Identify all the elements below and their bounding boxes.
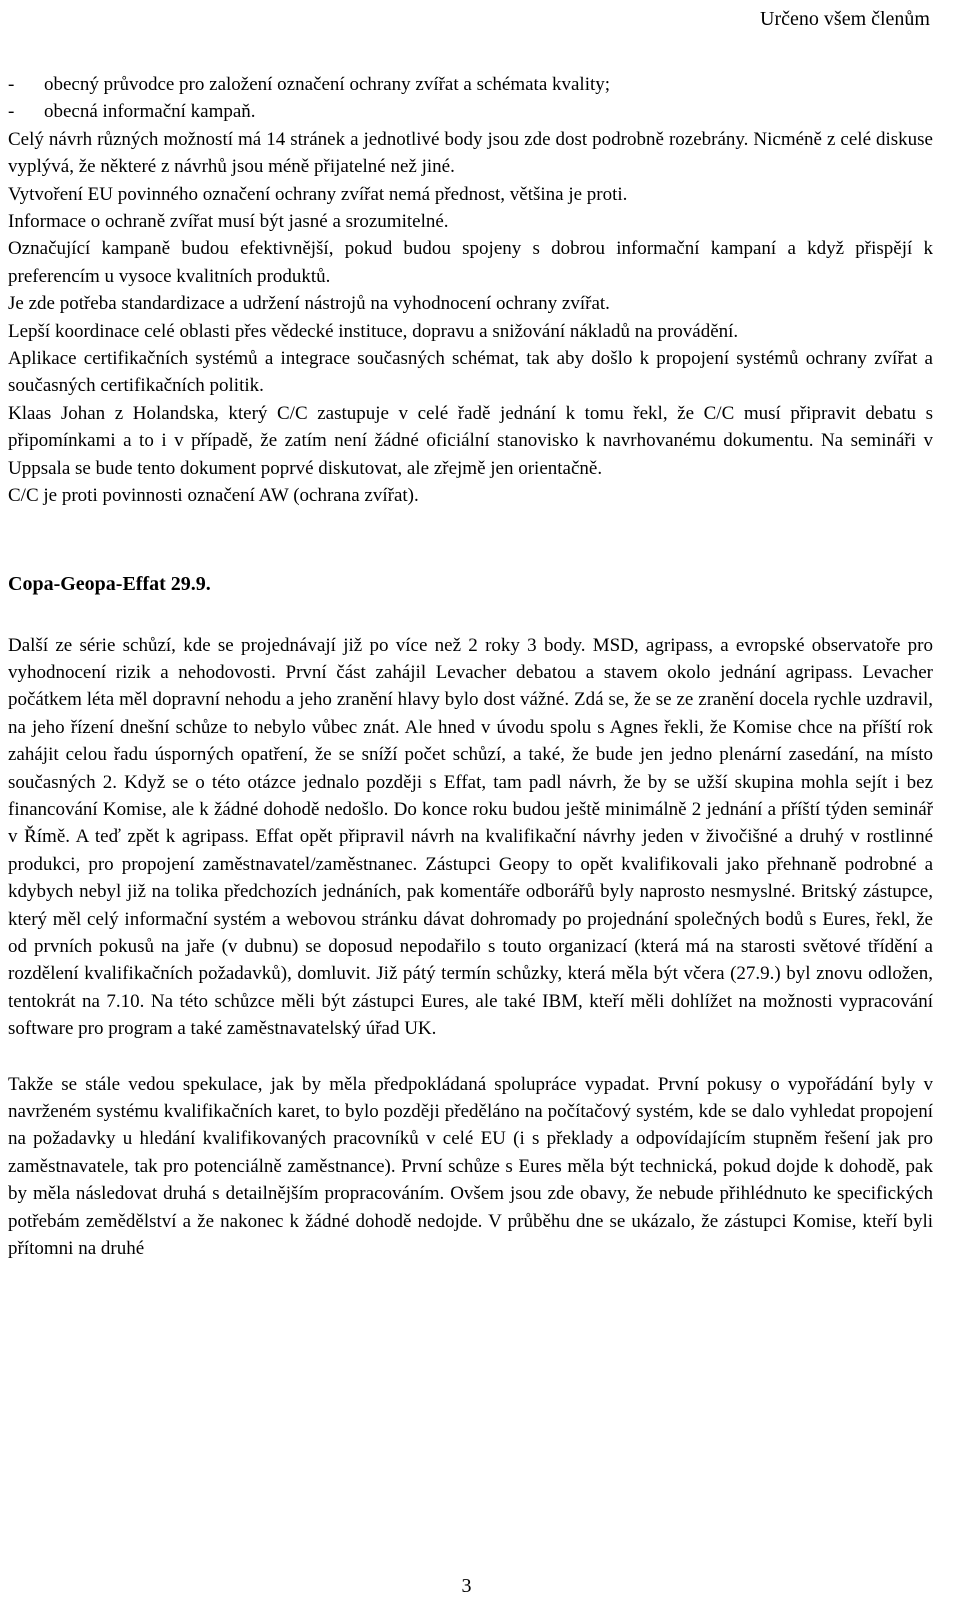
page-header: Určeno všem členům bbox=[760, 8, 930, 30]
bullet-dash: - bbox=[8, 74, 15, 95]
paragraph: Označující kampaně budou efektivnější, pokud budou spojeny s dobrou informační kampaní a když přispějí k preferencím u vysoce kvalitních produktů. bbox=[8, 238, 933, 287]
paragraph: Další ze série schůzí, kde se projednávají již po více než 2 roky 3 body. MSD, agripass, a evropské observatoře pro vyhodnocení rizik a nehodovosti. První část zahájil Levacher debatou a stavem okolo jednání agripass. Levacher počátkem léta měl dopravní nehodu a jeho zranění hlavy bylo dost vážné. Zdá se, že se ze zranění docela rychle uzdravil, na jeho řízení dnešní schůze to nebylo vůbec znát. Ale hned v úvodu spolu s Agnes řekli, že Komise chce na příští rok zahájit celou řadu úsporných opatření, že se sníží počet schůzí, a také, že bude jen jedno plenární zasedání, na místo současných 2. Když se o této otázce jednalo později s Effat, tam padl návrh, že by se užší skupina mohla sejít i bez financování Komise, ale k žádné dohodě nedošlo. Do konce roku budou ještě minimálně 2 jednání a příští týden seminář v Římě. A teď zpět k agripass. Effat opět připravil návrh na kvalifikační návrhy jeden v živočišné a druhý v rostlinné produkci, pro propojení zaměstnavatel/zaměstnanec. Zástupci Geopy to opět kvalifikovali jako přehnaně podrobné a kdybych nebyl již na tolika předchozích jednáních, pak komentáře odborářů byly naprosto nesmyslné. Britský zástupce, který měl celý informační systém a webovou stránku dávat dohromady po projednání společných bodů s Eures, řekl, že od prvních pokusů na jaře (v dubnu) se doposud nepodařilo s touto organizací (která má na starosti světové třídění a rozdělení kvalifikačních požadavků), domluvit. Již pátý termín schůzky, která měla být včera (27.9.) byl znovu odložen, tentokrát na 7.10. Na této schůzce měli být zástupci Eures, ale také IBM, kteří měli dohlížet na možnosti vypracování software pro program a také zaměstnavatelský úřad UK. bbox=[8, 634, 933, 1040]
paragraph: Celý návrh různých možností má 14 stránek a jednotlivé body jsou zde dost podrobně rozebrány. Nicméně z celé diskuse vyplývá, že některé z návrhů jsou méně přijatelné než jiné. bbox=[8, 128, 933, 178]
bullet-text: obecný průvodce pro založení označení ochrany zvířat a schémata kvality; bbox=[44, 74, 611, 95]
paragraph: C/C je proti povinnosti označení AW (ochrana zvířat). bbox=[8, 485, 419, 507]
document-body bbox=[8, 71, 933, 1262]
bullet-item bbox=[8, 71, 933, 98]
page-number: 3 bbox=[461, 1575, 472, 1597]
paragraph: Lepší koordinace celé oblasti přes vědecké instituce, dopravu a snižování nákladů na provádění. bbox=[8, 320, 739, 342]
paragraph: Je zde potřeba standardizace a udržení nástrojů na vyhodnocení ochrany zvířat. bbox=[8, 293, 610, 315]
paragraph: Vytvoření EU povinného označení ochrany zvířat nemá přednost, většina je proti. bbox=[8, 183, 628, 205]
paragraph: Aplikace certifikačních systémů a integrace současných schémat, tak aby došlo k propojení systémů ochrany zvířat a současných certifikačních politik. bbox=[8, 348, 933, 397]
paragraph: Informace o ochraně zvířat musí být jasné a srozumitelné. bbox=[8, 211, 449, 233]
bullet-item bbox=[8, 98, 933, 125]
paragraph: Klaas Johan z Holandska, který C/C zastupuje v celé řadě jednání k tomu řekl, že C/C musí připravit debatu s připomínkami a to i v případě, že zatím není žádné oficiální stanovisko k navrhovanému dokumentu. Na semináři v Uppsala se bude tento dokument poprvé diskutovat, ale zřejmě jen orientačně. bbox=[8, 402, 933, 479]
paragraph: Takže se stále vedou spekulace, jak by měla předpokládaná spolupráce vypadat. První pokusy o vypořádání byly v navrženém systému kvalifikačních karet, to bylo později předěláno na počítačový systém, kde se dalo vyhledat propojení na požadavky u hledání kvalifikovaných pracovníků v celé EU (i s překlady a odpovídajícím stupněm řešení jak pro zaměstnavatele, tak pro potenciálně zaměstnance). První schůze s Eures měla být technická, pokud dojde k dohodě, pak by měla následovat druhá s detailnějším propracováním. Ovšem jsou zde obavy, že nebude přihlédnuto ke specifických potřebám zemědělství a že nakonec k žádné dohodě nedojde. V průběhu dne se ukázalo, že zástupci Komise, kteří byli přítomni na druhé bbox=[8, 1073, 933, 1260]
paragraph-spacer bbox=[8, 1043, 933, 1071]
bullet-dash: - bbox=[8, 101, 15, 123]
section-heading: Copa-Geopa-Effat 29.9. bbox=[8, 572, 211, 595]
bullet-text: obecná informační kampaň. bbox=[44, 101, 256, 123]
